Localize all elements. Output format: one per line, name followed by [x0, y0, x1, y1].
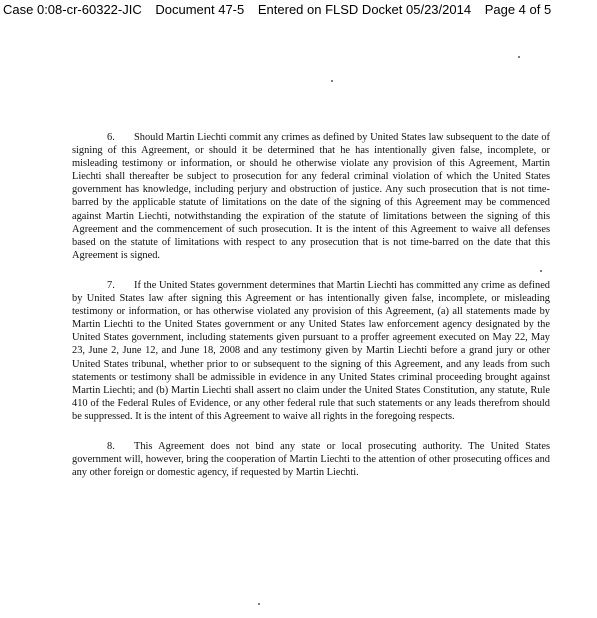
paragraph-text: This Agreement does not bind any state or local prosecuting authority. The United States government will, however, bring the cooperation of Martin Liechti to the attention of other prosecuting offices and any other foreign or domestic agency, if requested by Martin Liechti. [72, 440, 550, 479]
paragraph-number: 8. [107, 440, 115, 452]
paragraph-text: Should Martin Liechti commit any crimes as defined by United States law subsequent to the date of signing of this Agreement, or should it be determined that he has intentionally given false, incomplete, or misleading testimony or information, or should he otherwise violate any provision of this Agreement, Martin Liechti shall thereafter be subject to prosecution for any federal criminal violation of which the United States government has knowledge, including perjury and obstruction of justice. Any such prosecution that is not time-barred by the applicable statute of limitations on the date of the signing of this Agreement may be commenced against Martin Liechti, notwithstanding the expiration of the statute of limitations between the signing of this Agreement and the commencement of such prosecution. It is the intent of this Agreement to waive all defenses based on the statute of limitations with respect to any prosecution that is not time-barred on the date that this Agreement is signed. [72, 132, 550, 261]
case-number: Case 0:08-cr-60322-JIC [3, 2, 142, 17]
scan-speck [258, 603, 260, 605]
agreement-body [72, 131, 550, 496]
docket-header [3, 2, 595, 18]
paragraph-6 [72, 131, 550, 262]
paragraph-number: 7. [107, 279, 115, 291]
scan-speck [331, 80, 333, 82]
docket-entry: Entered on FLSD Docket 05/23/2014 [257, 2, 472, 17]
paragraph-number: 6. [107, 132, 115, 143]
scan-speck [518, 56, 520, 58]
paragraph-text: If the United States government determines that Martin Liechti has committed any crime as defined by United States law after signing this Agreement or has intentionally given false, incomplete, or misleading testimony or information, or has otherwise violated any provision of this Agreement, (a) all statements made by Martin Liechti to the United States government or any United States law enforcement agency designated by the United States government, including statements given pursuant to a proffer agreement executed on May 22, May 23, June 2, June 12, and June 18, 2008 and any testimony given by Martin Liechti before a grand jury or other United States tribunal, whether prior to or subsequent to the signing of this Agreement, and any leads from such statements or testimony shall be admissible in evidence in any United States criminal proceeding brought against Martin Liechti; and (b) Martin Liechti shall assert no claim under the United States Constitution, any statute, Rule 410 of the Federal Rules of Evidence, or any other federal rule that such statements or any leads therefrom should be suppressed. It is the intent of this Agreement to waive all rights in the foregoing respects. [72, 279, 550, 422]
paragraph-8 [72, 440, 550, 479]
page-number: Page 4 of 5 [484, 2, 552, 17]
paragraph-7 [72, 279, 550, 423]
document-number: Document 47-5 [155, 2, 245, 17]
